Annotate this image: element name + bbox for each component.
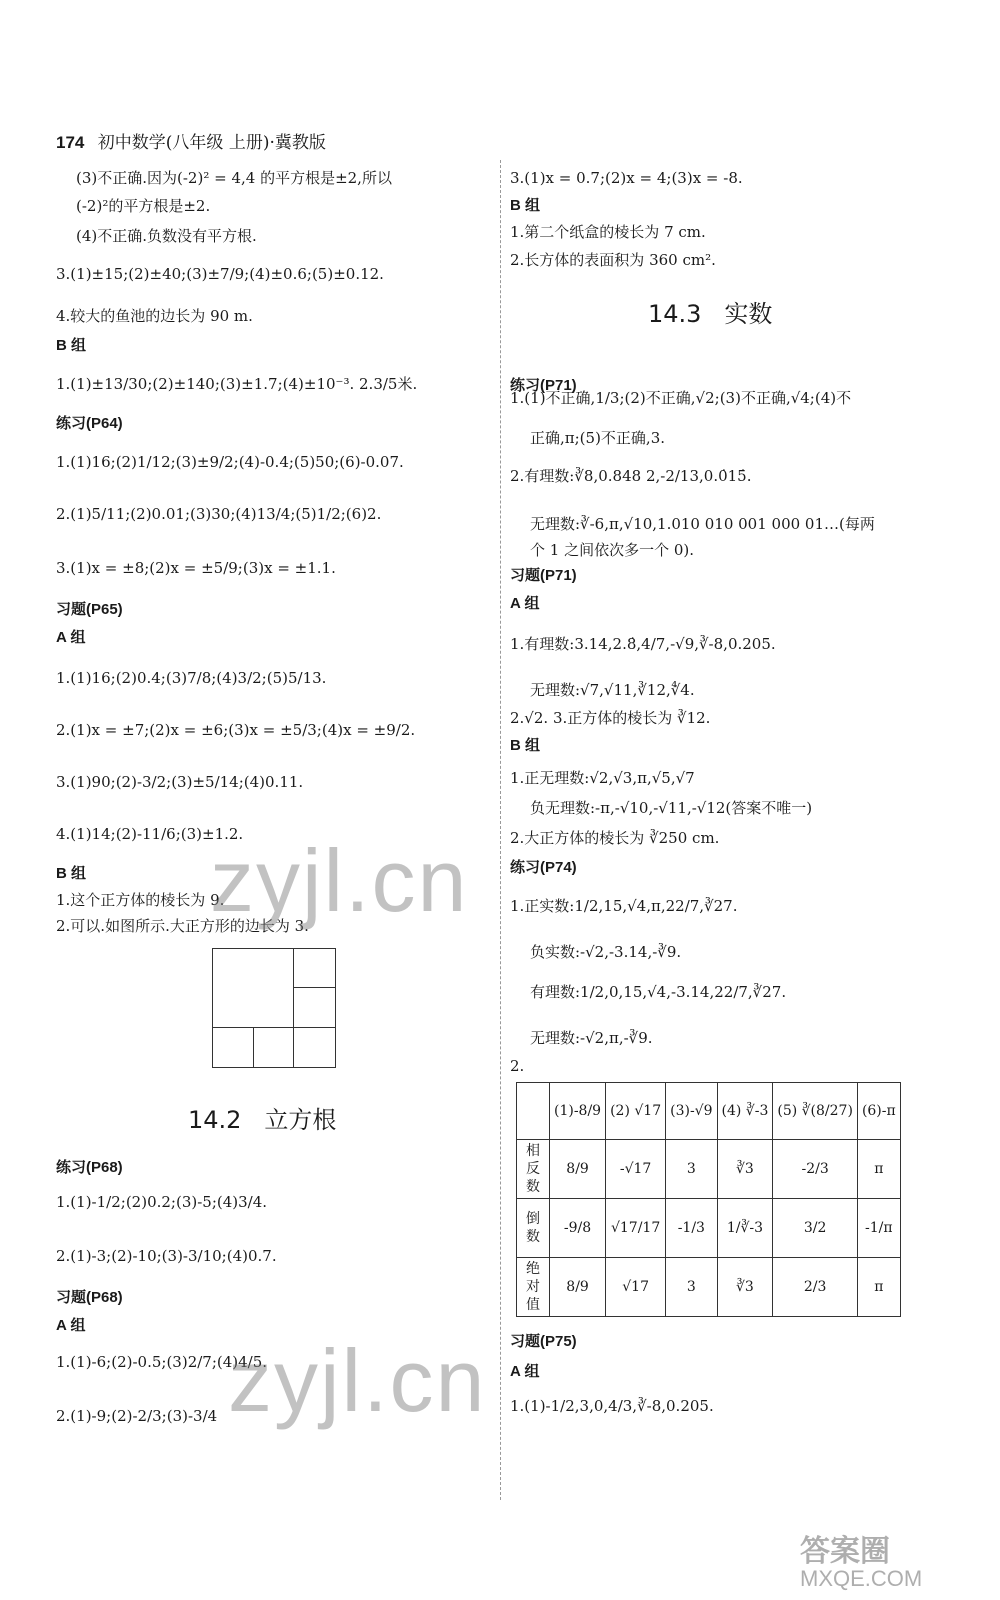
column-divider: [500, 160, 501, 1500]
table-cell: 8/9: [550, 1140, 606, 1199]
group-heading: A 组: [56, 1317, 86, 1334]
section-number: 14.3: [648, 300, 702, 328]
exercise-heading: 习题(P75): [510, 1333, 577, 1350]
answer-line: 1.(1)16;(2)0.4;(3)7/8;(4)3/2;(5)5/13.: [56, 669, 327, 687]
group-heading: B 组: [56, 337, 87, 354]
exercise-heading: 练习(P74): [510, 859, 577, 876]
table-header-cell: (3)-√9: [666, 1083, 717, 1140]
answer-line: 1.(1)±13/30;(2)±140;(3)±1.7;(4)±10⁻³. 2.3/5米.: [56, 375, 418, 393]
answer-line: 4.(1)14;(2)-11/6;(3)±1.2.: [56, 825, 244, 843]
table-cell: 3/2: [773, 1199, 858, 1258]
group-heading: B 组: [56, 865, 87, 882]
table-cell: 3: [666, 1258, 717, 1317]
answer-line: 2.(1)-3;(2)-10;(3)-3/10;(4)0.7.: [56, 1247, 277, 1265]
row-label: 倒数: [517, 1199, 550, 1258]
section-title: 立方根: [264, 1106, 337, 1134]
answer-line: 2.: [510, 1057, 525, 1075]
group-heading: A 组: [56, 629, 86, 646]
section-14-2-heading: [188, 1100, 336, 1135]
table-cell: π: [857, 1140, 900, 1199]
answer-line: 1.(1)-1/2;(2)0.2;(3)-5;(4)3/4.: [56, 1193, 268, 1211]
table-cell: -1/π: [857, 1199, 900, 1258]
section-14-3-heading: [648, 294, 772, 329]
answer-line: 1.正无理数:√2,√3,π,√5,√7: [510, 769, 695, 787]
table-row: [517, 1140, 901, 1199]
exercise-heading: 练习(P71): [510, 377, 577, 394]
table-cell: π: [857, 1258, 900, 1317]
watermark-logo: 答案圈: [800, 1535, 890, 1568]
table-cell: -9/8: [550, 1199, 606, 1258]
table-cell: √17: [606, 1258, 666, 1317]
exercise-heading: 练习(P64): [56, 415, 123, 432]
table-header-row: [517, 1083, 901, 1140]
square-division-figure: [212, 948, 336, 1068]
answer-line: 2.可以.如图所示.大正方形的边长为 3.: [56, 917, 309, 935]
answer-line: 1.有理数:3.14,2.8̇,4/7,-√9,∛-8,0.205.: [510, 635, 776, 653]
answer-line: 2.(1)5/11;(2)0.01;(3)30;(4)13/4;(5)1/2;(6)2.: [56, 505, 382, 523]
table-cell: -2/3: [773, 1140, 858, 1199]
answer-line: 3.(1)x = 0.7;(2)x = 4;(3)x = -8.: [510, 169, 743, 187]
answer-line: 2.长方体的表面积为 360 cm².: [510, 251, 716, 269]
page-number: 174: [56, 133, 85, 152]
answer-line: 2.√2. 3.正方体的棱长为 ∛12.: [510, 709, 711, 727]
answer-line: 3.(1)x = ±8;(2)x = ±5/9;(3)x = ±1.1.: [56, 559, 336, 577]
answer-line: 个 1 之间依次多一个 0).: [530, 541, 695, 559]
answer-line: 1.(1)-1/2,3,0,4/3,∛-8,0.205.: [510, 1397, 714, 1415]
table-cell: 1/∛-3: [717, 1199, 773, 1258]
group-heading: A 组: [510, 595, 540, 612]
answer-line: 负无理数:-π,-√10,-√11,-√12(答案不唯一): [530, 799, 813, 817]
table-cell: -√17: [606, 1140, 666, 1199]
answer-line: 1.这个正方体的棱长为 9.: [56, 891, 225, 909]
exercise-heading: 练习(P68): [56, 1159, 123, 1176]
section-title: 实数: [724, 300, 773, 328]
answer-line: 3.(1)±15;(2)±40;(3)±7/9;(4)±0.6;(5)±0.12.: [56, 265, 384, 283]
table-cell: ∛3: [717, 1140, 773, 1199]
answer-line: (3)不正确.因为(-2)² = 4,4 的平方根是±2,所以: [76, 169, 392, 187]
answer-line: 3.(1)90;(2)-3/2;(3)±5/14;(4)0.11.: [56, 773, 304, 791]
table-cell: √17/17: [606, 1199, 666, 1258]
watermark-site: MXQE.COM: [800, 1566, 923, 1591]
answer-line: 2.(1)x = ±7;(2)x = ±6;(3)x = ±5/3;(4)x = ±9/2.: [56, 721, 416, 739]
answer-line: 有理数:1/2,0,15,√4,-3.14,22/7,∛27.: [530, 983, 787, 1001]
exercise-heading: 习题(P71): [510, 567, 577, 584]
answer-line: 1.(1)不正确,1/3;(2)不正确,√2;(3)不正确,√4;(4)不: [510, 389, 852, 407]
table-cell: ∛3: [717, 1258, 773, 1317]
answer-line: 无理数:-√2,π,-∛9.: [530, 1029, 653, 1047]
table-cell: 3: [666, 1140, 717, 1199]
answer-line: 无理数:√7,√11,∛12,∜4.: [530, 681, 695, 699]
table-header-cell: (4) ∛-3: [717, 1083, 773, 1140]
group-heading: A 组: [510, 1363, 540, 1380]
group-heading: B 组: [510, 737, 541, 754]
answer-line: (4)不正确.负数没有平方根.: [76, 227, 257, 245]
answer-line: 1.(1)16;(2)1/12;(3)±9/2;(4)-0.4;(5)50;(6)-0.07.: [56, 453, 404, 471]
answer-line: 1.(1)-6;(2)-0.5;(3)2/7;(4)4/5.: [56, 1353, 268, 1371]
page-header: [56, 128, 326, 153]
answer-line: 1.第二个纸盒的棱长为 7 cm.: [510, 223, 706, 241]
answer-line: 2.(1)-9;(2)-2/3;(3)-3/4: [56, 1407, 218, 1425]
book-title: 初中数学(八年级 上册)·冀教版: [97, 133, 326, 153]
exercise-heading: 习题(P68): [56, 1289, 123, 1306]
answer-line: 无理数:∛-6,π,√10,1.010 010 001 000 01…(每两: [530, 515, 875, 533]
answer-line: 1.正实数:1/2,15,√4,π,22/7,∛27.: [510, 897, 738, 915]
table-header-cell: (6)-π: [857, 1083, 900, 1140]
answer-line: 正确,π;(5)不正确,3.: [530, 429, 666, 447]
table-header-cell: (1)-8/9: [550, 1083, 606, 1140]
table-cell: 2/3: [773, 1258, 858, 1317]
answer-line: 4.较大的鱼池的边长为 90 m.: [56, 307, 253, 325]
watermark-text: zyjl.cn: [210, 831, 469, 930]
table-header-cell: (5) ∛(8/27): [773, 1083, 858, 1140]
answer-line: 2.大正方体的棱长为 ∛250 cm.: [510, 829, 720, 847]
group-heading: B 组: [510, 197, 541, 214]
answer-line: 负实数:-√2,-3.14,-∛9.: [530, 943, 682, 961]
section-number: 14.2: [188, 1106, 242, 1134]
answer-line: 2.有理数:∛8,0.848 2,-2/13,0.0̇15̇.: [510, 467, 752, 485]
table-header-cell: (2) √17: [606, 1083, 666, 1140]
watermark-text: zyjl.cn: [228, 1331, 487, 1430]
answer-table: [516, 1082, 901, 1317]
table-row: [517, 1199, 901, 1258]
table-cell: 8/9: [550, 1258, 606, 1317]
exercise-heading: 习题(P65): [56, 601, 123, 618]
row-label: 相反数: [517, 1140, 550, 1199]
row-label: 绝对值: [517, 1258, 550, 1317]
table-cell: -1/3: [666, 1199, 717, 1258]
table-corner: [517, 1083, 550, 1140]
table-row: [517, 1258, 901, 1317]
answer-line: (-2)²的平方根是±2.: [76, 197, 211, 215]
